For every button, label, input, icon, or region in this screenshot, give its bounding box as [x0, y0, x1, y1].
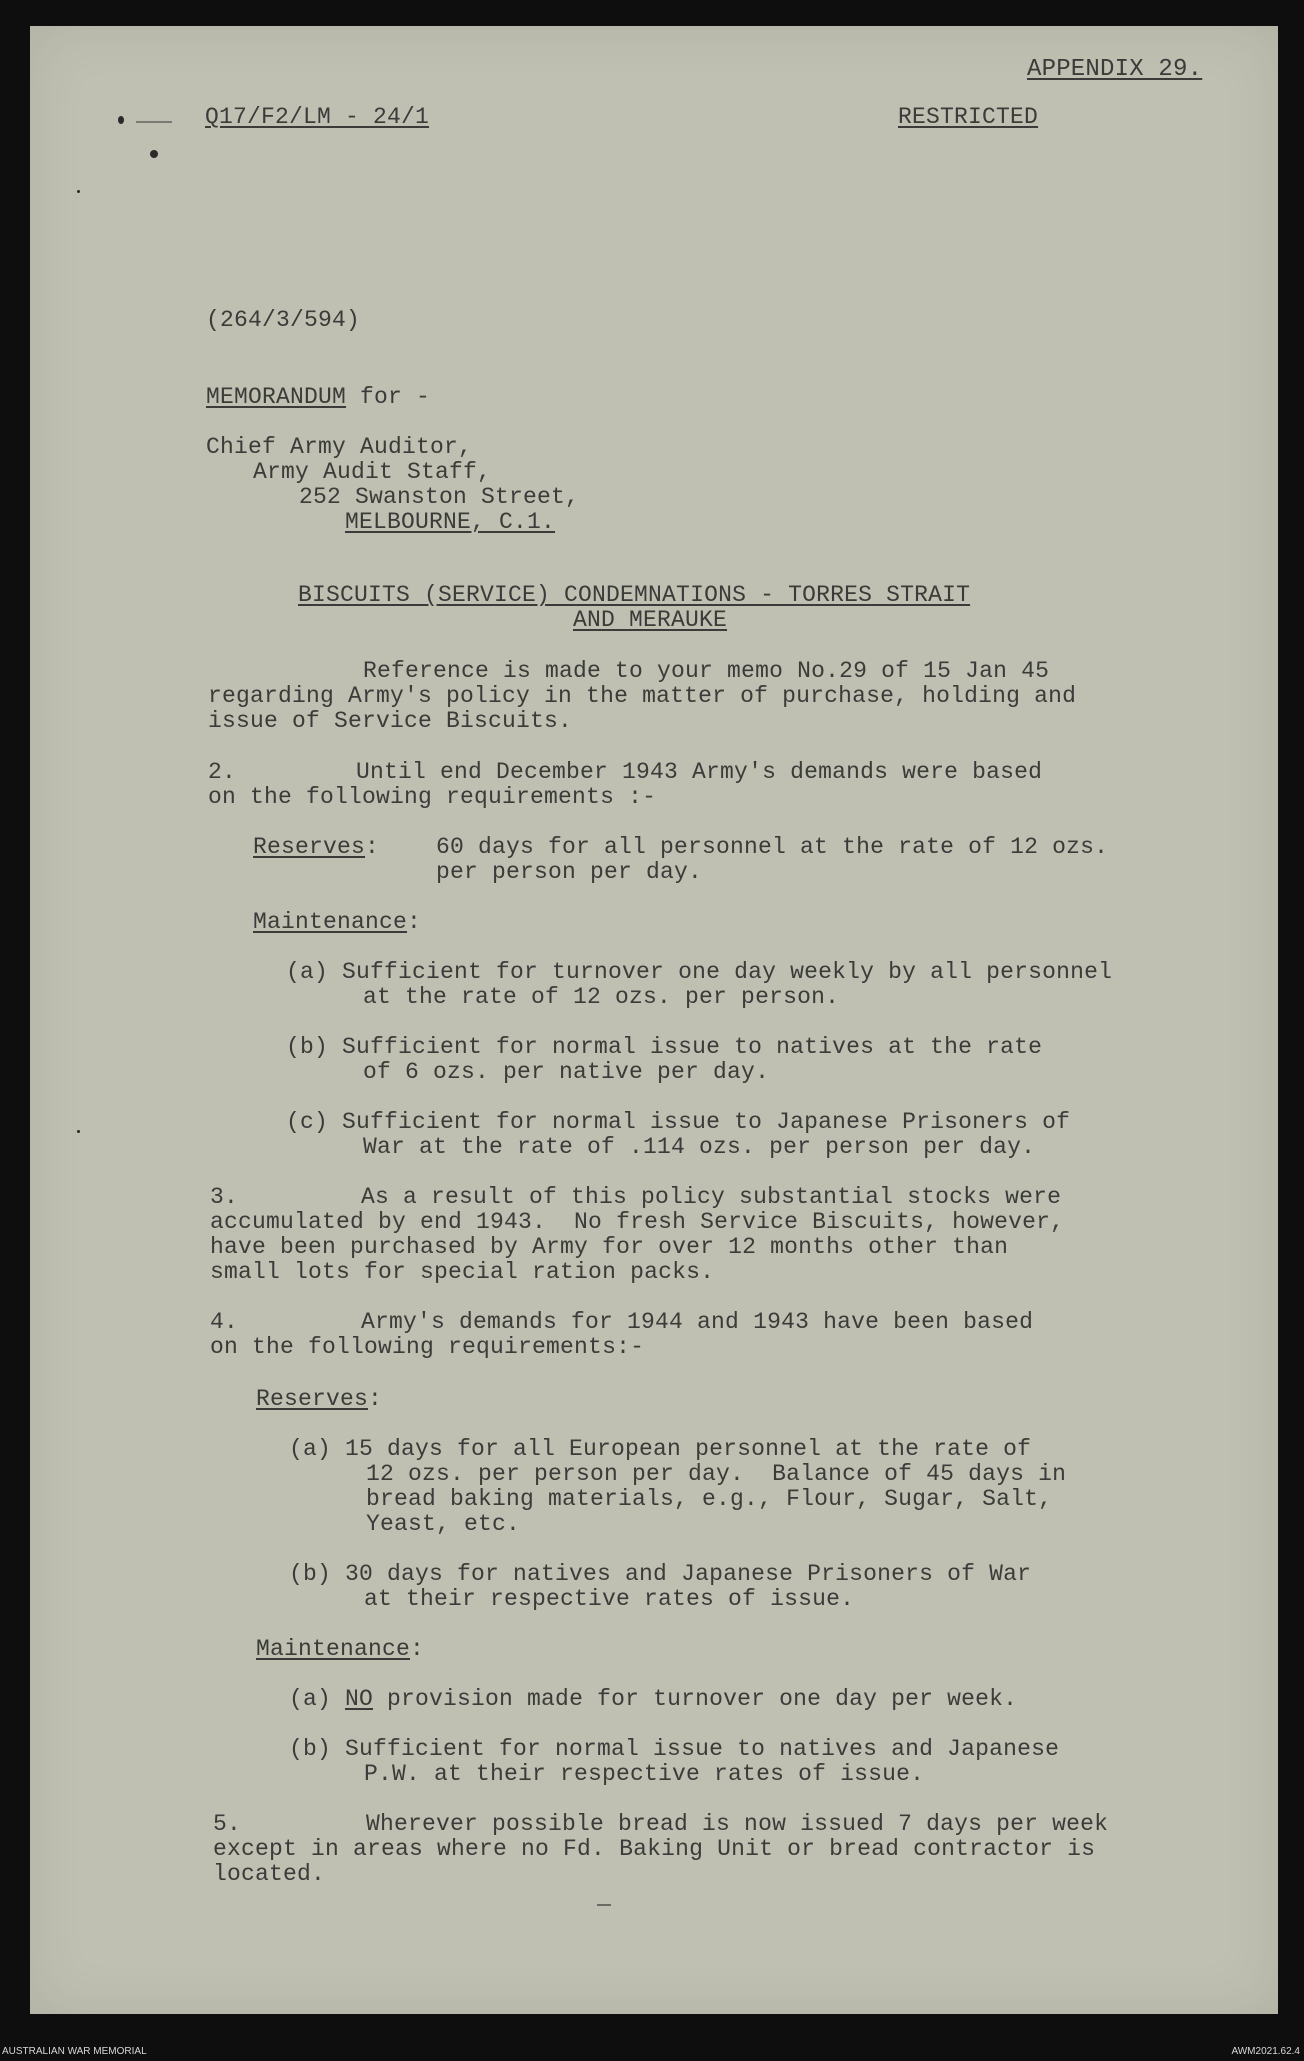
paragraph-line: located.	[213, 1861, 326, 1887]
list-item: (a) 15 days for all European personnel at the rate of	[289, 1436, 1032, 1462]
punch-mark	[118, 116, 124, 124]
list-item-prefix: (a)	[289, 1686, 346, 1712]
list-item: (b) Sufficient for normal issue to natives at the rate	[286, 1034, 1043, 1060]
reserves-label: Reserves	[256, 1386, 369, 1412]
subject-line: BISCUITS (SERVICE) CONDEMNATIONS - TORRES STRAIT	[298, 582, 971, 608]
memo-heading	[206, 385, 430, 410]
footer-accession-number: AWM2021.62.4	[1231, 2046, 1300, 2057]
paragraph-line: have been purchased by Army for over 12 months other than	[210, 1234, 1009, 1260]
footer-institution: AUSTRALIAN WAR MEMORIAL	[2, 2046, 147, 2057]
paragraph-line: except in areas where no Fd. Baking Unit or bread contractor is	[213, 1836, 1096, 1862]
paragraph-line: accumulated by end 1943. No fresh Service Biscuits, however,	[210, 1209, 1065, 1235]
paragraph-number: 4.	[210, 1309, 239, 1335]
edge-mark	[77, 1130, 80, 1133]
list-item-continued: of 6 ozs. per native per day.	[363, 1059, 770, 1085]
list-item	[289, 1687, 1017, 1712]
appendix-label: APPENDIX 29.	[1027, 56, 1203, 83]
list-item-continued: P.W. at their respective rates of issue.	[364, 1761, 925, 1787]
reserves-colon: :	[365, 834, 380, 860]
reserves-text: per person per day.	[436, 859, 703, 885]
addressee-line: Army Audit Staff,	[253, 459, 492, 485]
paragraph-line: regarding Army's policy in the matter of purchase, holding and	[208, 683, 1077, 709]
maintenance-heading	[256, 1637, 424, 1662]
list-item: (a) Sufficient for turnover one day weekly by all personnel	[286, 959, 1113, 985]
maintenance-label: Maintenance	[253, 909, 408, 935]
maintenance-heading	[253, 910, 421, 935]
reserves-heading	[256, 1387, 382, 1412]
file-reference: Q17/F2/LM - 24/1	[205, 104, 430, 130]
reserves-text: 60 days for all personnel at the rate of 12 ozs.	[436, 834, 1109, 860]
list-item: (c) Sufficient for normal issue to Japanese Prisoners of	[286, 1109, 1071, 1135]
list-item-continued: War at the rate of .114 ozs. per person per day.	[363, 1134, 1036, 1160]
memo-for: for -	[346, 384, 431, 410]
reference-number: (264/3/594)	[206, 307, 361, 333]
paragraph-line: on the following requirements :-	[208, 784, 657, 810]
classification-label: RESTRICTED	[898, 104, 1039, 130]
list-item: (b) 30 days for natives and Japanese Prisoners of War	[289, 1561, 1032, 1587]
paragraph-line: Reference is made to your memo No.29 of 15 Jan 45	[363, 658, 1050, 684]
paragraph-line: Army's demands for 1944 and 1943 have been based	[361, 1309, 1034, 1335]
paragraph-line: Wherever possible bread is now issued 7 days per week	[366, 1811, 1109, 1837]
list-item-continued: bread baking materials, e.g., Flour, Sugar, Salt,	[366, 1486, 1053, 1512]
addressee-line: Chief Army Auditor,	[206, 434, 473, 460]
emphasis-no: NO	[345, 1686, 374, 1712]
paragraph-number: 3.	[210, 1184, 239, 1210]
maintenance-label: Maintenance	[256, 1636, 411, 1662]
paragraph-line: Until end December 1943 Army's demands were based	[356, 759, 1043, 785]
list-item-text: provision made for turnover one day per week.	[373, 1686, 1018, 1712]
paragraph-line: issue of Service Biscuits.	[208, 708, 573, 734]
list-item-continued: at their respective rates of issue.	[364, 1586, 855, 1612]
list-item-continued: Yeast, etc.	[366, 1511, 521, 1537]
list-item-continued: 12 ozs. per person per day. Balance of 45 days in	[366, 1461, 1067, 1487]
reserves-colon: :	[368, 1386, 383, 1412]
addressee-city: MELBOURNE, C.1.	[345, 509, 556, 535]
paragraph-line: small lots for special ration packs.	[210, 1259, 715, 1285]
punch-mark-dash	[136, 121, 172, 123]
page-continuation-mark	[597, 1904, 611, 1906]
reserves-heading	[253, 835, 379, 860]
list-item-continued: at the rate of 12 ozs. per person.	[363, 984, 840, 1010]
paragraph-number: 2.	[208, 759, 237, 785]
subject-line: AND MERAUKE	[573, 607, 728, 633]
addressee-line: 252 Swanston Street,	[299, 484, 580, 510]
memo-word: MEMORANDUM	[206, 384, 347, 410]
maintenance-colon: :	[410, 1636, 425, 1662]
punch-mark	[150, 150, 158, 158]
paragraph-line: As a result of this policy substantial stocks were	[361, 1184, 1062, 1210]
edge-mark	[77, 190, 80, 193]
paragraph-number: 5.	[213, 1811, 242, 1837]
reserves-label: Reserves	[253, 834, 366, 860]
paragraph-line: on the following requirements:-	[210, 1334, 645, 1360]
maintenance-colon: :	[407, 909, 422, 935]
list-item: (b) Sufficient for normal issue to natives and Japanese	[289, 1736, 1060, 1762]
